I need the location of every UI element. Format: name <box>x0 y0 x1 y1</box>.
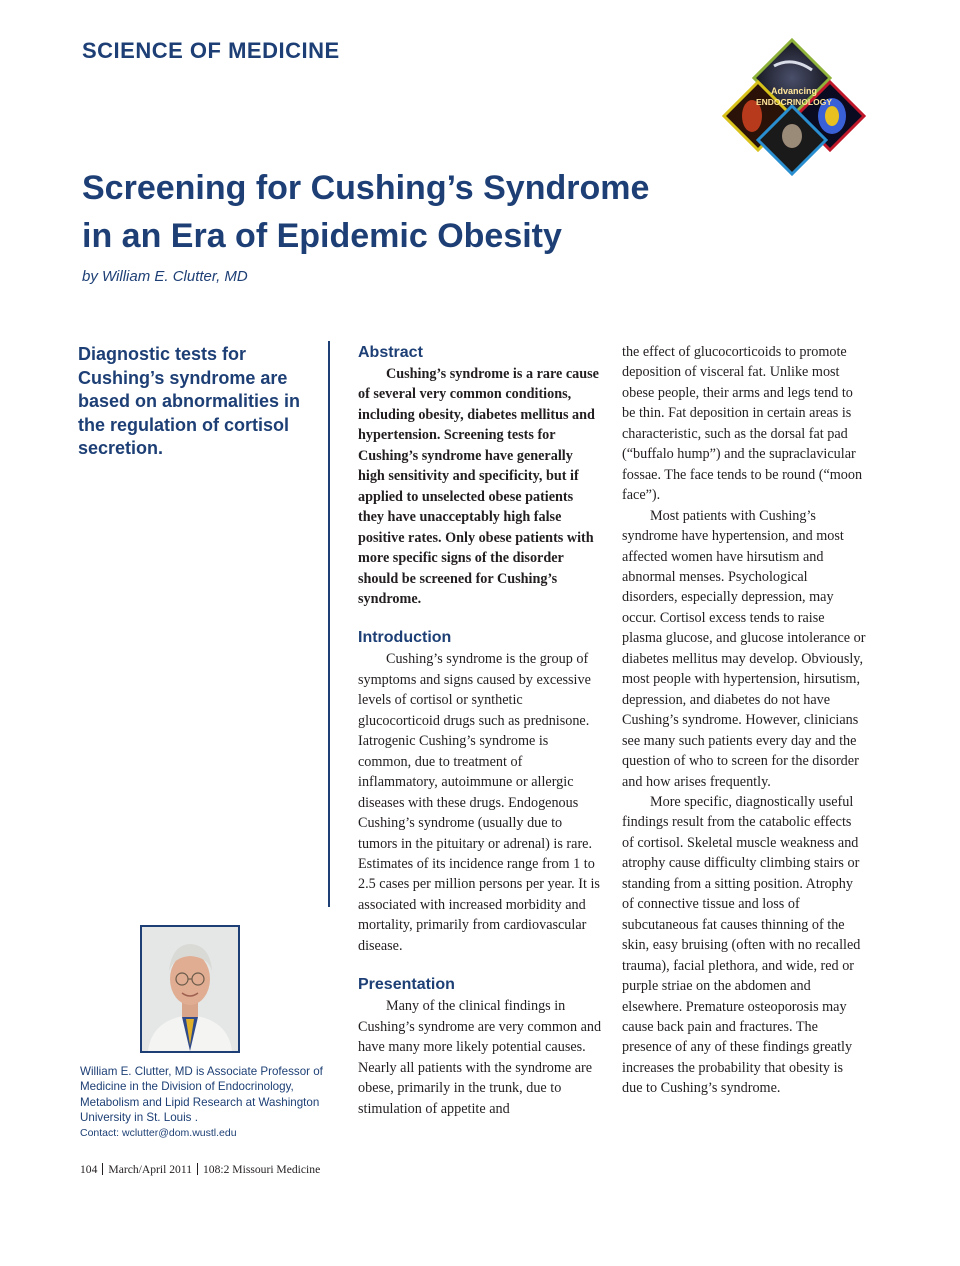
author-photo <box>140 925 240 1053</box>
body-paragraph: Most patients with Cushing’s syndrome have hypertension, and most affected women have hirsutism and abnormal menses. Psychological disorders, especially depression, may occur. Cortisol excess tends to raise plasma glucose, and glucose intolerance or diabetes mellitus may develop. Obviously, most people with hypertension, hirsutism, depression, and diabetes do not have Cushing’s syndrome. However, clinicians see many such patients every day and the question of who to screen for the disorder and how arises frequently. <box>622 507 866 790</box>
journal-name: 108:2 Missouri Medicine <box>203 1163 321 1176</box>
byline: by William E. Clutter, MD <box>82 268 248 285</box>
presentation-heading: Presentation <box>358 976 455 994</box>
footer-divider <box>102 1163 103 1175</box>
title-line-2: in an Era of Epidemic Obesity <box>82 217 562 255</box>
author-contact: Contact: wclutter@dom.wustl.edu <box>80 1126 237 1139</box>
issue-date: March/April 2011 <box>108 1163 192 1176</box>
abstract-heading: Abstract <box>358 344 423 361</box>
pull-quote: Diagnostic tests for Cushing’s syndrome are based on abnormalities in the regulation of cortisol secretion. <box>78 344 301 458</box>
article-title <box>82 164 722 260</box>
introduction-heading: Introduction <box>358 629 452 647</box>
advancing-endocrinology-badge <box>722 30 882 180</box>
author-bio-text: William E. Clutter, MD is Associate Professor of Medicine in the Division of Endocrinology, Metabolism and Lipid Research at Washington University in St. Louis . <box>80 1065 323 1125</box>
body-paragraph: More specific, diagnostically useful findings result from the catabolic effects of cortisol. Skeletal muscle weakness and atrophy cause difficulty climbing stairs or standing from a sitting position. Atrophy of connective tissue and loss of subcutaneous fat causes thinning of the skin, easy bruising (often with no recalled trauma), facial plethora, and wide, red or purple striae on the abdomen and elsewhere. Premature osteoporosis may cause back pain and fractures. The presence of any of these findings greatly increases the probability that obesity is due to Cushing’s syndrome. <box>622 793 861 1097</box>
introduction-text: Cushing’s syndrome is the group of symptoms and signs caused by excessive levels of cortisol or synthetic glucocorticoid drugs such as prednisone. Iatrogenic Cushing’s syndrome is common, due to treatment of inflammatory, autoimmune or allergic diseases with these drugs. Endogenous Cushing’s syndrome (usually due to tumors in the pituitary or adrenal) is rare. Estimates of its incidence range from 1 to 2.5 cases per million persons per year. It is associated with increased morbidity and mortality, primarily from cardiovascular disease. <box>358 651 600 954</box>
author-bio <box>80 1064 330 1141</box>
badge-line2: ENDOCRINOLOGY <box>755 97 833 107</box>
column-divider <box>328 341 330 907</box>
article-column-middle <box>358 342 602 1119</box>
title-line-1: Screening for Cushing’s Syndrome <box>82 169 650 207</box>
body-paragraph: the effect of glucocorticoids to promote deposition of visceral fat. Unlike most obese people, their arms and legs tend to be thin. Fat deposition in certain areas is characteristic, such as the dorsal fat pad (“buffalo hump”) and the supraclavicular fossae. The face tends to be round (“moon face”). <box>622 344 863 504</box>
page-number: 104 <box>80 1163 98 1176</box>
page-footer <box>80 1163 320 1176</box>
abstract-text: Cushing’s syndrome is a rare cause of several very common conditions, including obesity, diabetes mellitus and hypertension. Screening tests for Cushing’s syndrome have generally high sensitivity and specificity, but if applied to unselected obese patients they have unacceptably high false positive rates. Only obese patients with more specific signs of the disorder should be screened for Cushing’s syndrome. <box>358 366 599 607</box>
article-column-right <box>622 342 866 1099</box>
presentation-text: Many of the clinical findings in Cushing’s syndrome are very common and have many more likely potential causes. Nearly all patients with the syndrome are obese, primarily in the trunk, due to stimulation of appetite and <box>358 998 602 1117</box>
badge-line1: Advancing <box>770 86 818 96</box>
section-label: SCIENCE OF MEDICINE <box>82 38 340 63</box>
footer-divider <box>197 1163 198 1175</box>
